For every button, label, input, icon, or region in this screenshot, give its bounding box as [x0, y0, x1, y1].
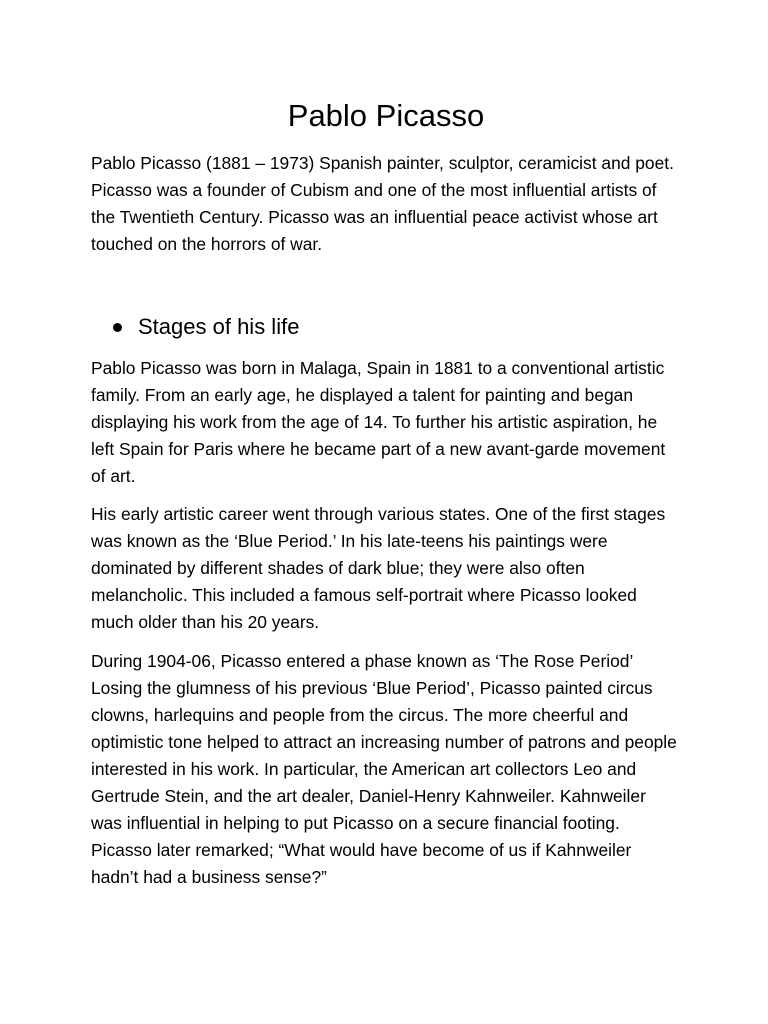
bullet-icon: [113, 323, 122, 332]
section-heading: Stages of his life: [138, 314, 300, 339]
section-heading-row: [113, 310, 299, 344]
paragraph-blue-period: His early artistic career went through various states. One of the first stages was known as the ‘Blue Period.’ In his late-teens his paintings were dominated by different shades of dark blue; they were also often melancholic. This included a famous self-portrait where Picasso looked much older than his 20 years.: [91, 504, 666, 632]
paragraph-rose-period: During 1904-06, Picasso entered a phase known as ‘The Rose Period’ Losing the glumness of his previous ‘Blue Period’, Picasso painted circus clowns, harlequins and people from the circus. The more cheerful and optimistic tone helped to attract an increasing number of patrons and people interested in his work. In particular, the American art collectors Leo and Gertrude Stein, and the art dealer, Daniel-Henry Kahnweiler. Kahnweiler was influential in helping to put Picasso on a secure financial footing. Picasso later remarked; “What would have become of us if Kahnweiler hadn’t had a business sense?”: [91, 651, 677, 887]
intro-paragraph: Pablo Picasso (1881 – 1973) Spanish painter, sculptor, ceramicist and poet. Picasso was a founder of Cubism and one of the most influential artists of the Twentieth Century. Picasso was an influential peace activist whose art touched on the horrors of war.: [91, 153, 674, 254]
paragraph-birth: Pablo Picasso was born in Malaga, Spain in 1881 to a conventional artistic family. From an early age, he displayed a talent for painting and began displaying his work from the age of 14. To further his artistic aspiration, he left Spain for Paris where he became part of a new avant-garde movement of art.: [91, 358, 666, 486]
document-title: Pablo Picasso: [287, 98, 485, 133]
